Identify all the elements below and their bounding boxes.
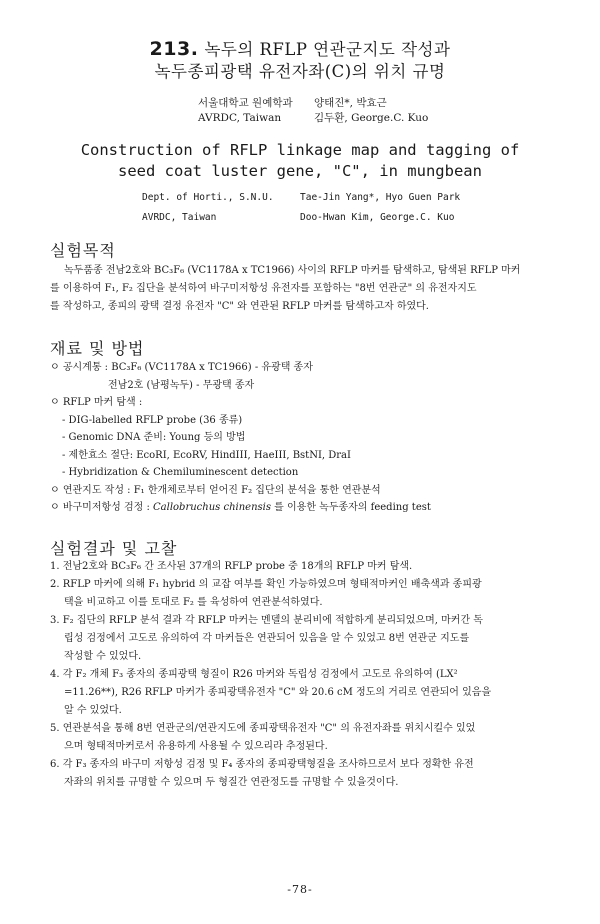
methods-item-rflp: ㅇ RFLP 마커 탐색 : (50, 397, 143, 408)
korean-title-line-2: 녹두종피광택 유전자좌(C)의 위치 규명 (154, 62, 446, 81)
result-item: 3. F₂ 집단의 RFLP 분석 결과 각 RFLP 마커는 멘델의 분리비에 적합하게 분리되었으며, 마커간 독 립성 검정에서 고도로 유의하여 각 마커들은 연관되어 있음을 알 수 있었고 8번 연관군 지도를 작성할 수 있었다. (50, 615, 483, 662)
methods-sub-dna: - Genomic DNA 준비: Young 등의 방법 (62, 432, 246, 443)
abstract-number: 213. (149, 38, 199, 60)
purpose-paragraph (50, 262, 565, 316)
affiliation-snu-ko: 서울대학교 원예학과 (198, 97, 293, 109)
korean-affiliations (198, 96, 308, 126)
result-item: 2. RFLP 마커에 의해 F₁ hybrid 의 교잡 여부를 확인 가능하였으며 형태적마커인 배축색과 종피광 택을 비교하고 이를 토대로 F₂ 를 육성하여 연관분석하였다. (50, 579, 482, 608)
authors-avrdc-en: Doo-Hwan Kim, George.C. Kuo (300, 212, 455, 223)
purpose-line: 를 작성하고, 종피의 광택 결정 유전자 "C" 와 연관된 RFLP 마커를 탐색하고자 하였다. (50, 301, 429, 312)
purpose-line: 녹두품종 전남2호와 BC₃F₆ (VC1178A x TC1966) 사이의 RFLP 마커를 탐색하고, 탐색된 RFLP 마커 (64, 265, 521, 276)
authors-snu-en: Tae-Jin Yang*, Hyo Guen Park (300, 192, 461, 203)
authors-snu-ko: 양태진*, 박효근 (314, 97, 387, 109)
authors-avrdc-ko: 김두환, George.C. Kuo (314, 112, 429, 124)
english-title-line-2: seed coat luster gene, "C", in mungbean (118, 162, 482, 180)
page-number: -78- (287, 883, 313, 896)
section-heading-methods: 재료 및 방법 (50, 339, 145, 358)
methods-sub-probe: - DIG-labelled RFLP probe (36 종류) (62, 414, 243, 426)
methods-sub-enzyme: - 제한효소 절단: EcoRI, EcoRV, HindIII, HaeIII, BstNI, DraI (62, 449, 351, 461)
korean-title (0, 38, 600, 83)
result-item: 1. 전남2호와 BC₃F₆ 간 조사된 37개의 RFLP probe 중 18개의 RFLP 마커 탐색. (50, 561, 413, 572)
english-title (0, 140, 600, 182)
purpose-line: 를 이용하여 F₁, F₂ 집단을 분석하여 바구미저항성 유전자를 포함하는 "8번 연관군" 의 유전자지도 (50, 283, 477, 294)
english-title-line-1: Construction of RFLP linkage map and tagging of (80, 141, 520, 159)
section-heading-results: 실험결과 및 고찰 (50, 539, 178, 558)
affiliation-avrdc-en: AVRDC, Taiwan (142, 212, 217, 223)
english-authors (300, 188, 500, 228)
methods-list (50, 359, 565, 517)
korean-title-line-1: 213. 녹두의 RFLP 연관군지도 작성과 (149, 38, 451, 60)
result-item: 4. 각 F₂ 개체 F₃ 종자의 종피광택 형질이 R26 마커와 독립성 검정에서 고도로 유의하여 (LX² =11.26**), R26 RFLP 마커가 종피광택유전자 "C" 와 20.6 cM 정도의 거리로 연관되어 있음을 알 수 있었다. (50, 669, 492, 716)
section-heading-purpose: 실험목적 (50, 241, 116, 260)
methods-item-lines: ㅇ 공시계통 : BC₃F₆ (VC1178A x TC1966) - 유광택 종자 (50, 362, 313, 373)
korean-authors (314, 96, 454, 126)
methods-item-linkage: ㅇ 연관지도 작성 : F₁ 한개체로부터 얻어진 F₂ 집단의 분석을 통한 연관분석 (50, 484, 381, 496)
results-list (50, 558, 570, 792)
methods-sub-hybridization: - Hybridization & Chemiluminescent detection (62, 467, 299, 478)
affiliation-avrdc-ko: AVRDC, Taiwan (198, 112, 282, 124)
affiliation-snu-en: Dept. of Horti., S.N.U. (142, 192, 274, 203)
result-item: 5. 연관분석을 통해 8번 연관군의/연관지도에 종피광택유전자 "C" 의 유전자좌를 위치시킬수 있었 으며 형태적마커로서 유용하게 사용될 수 있으리라 추정된다. (50, 723, 476, 752)
species-name: Callobruchus chinensis (153, 502, 271, 513)
english-affiliations (142, 188, 292, 228)
methods-item-weevil: ㅇ 바구미저항성 검정 : Callobruchus chinensis 를 이용한 녹두종자의 feeding test (50, 502, 431, 513)
result-item: 6. 각 F₃ 종자의 바구미 저항성 검정 및 F₄ 종자의 종피광택형질을 조사하므로서 보다 정확한 유전 자좌의 위치를 규명할 수 있으며 두 형질간 연관정도를 규명할 수 있을것이다. (50, 759, 474, 788)
methods-item-lines-2: 전남2호 (남평녹두) - 무광택 종자 (108, 379, 255, 391)
